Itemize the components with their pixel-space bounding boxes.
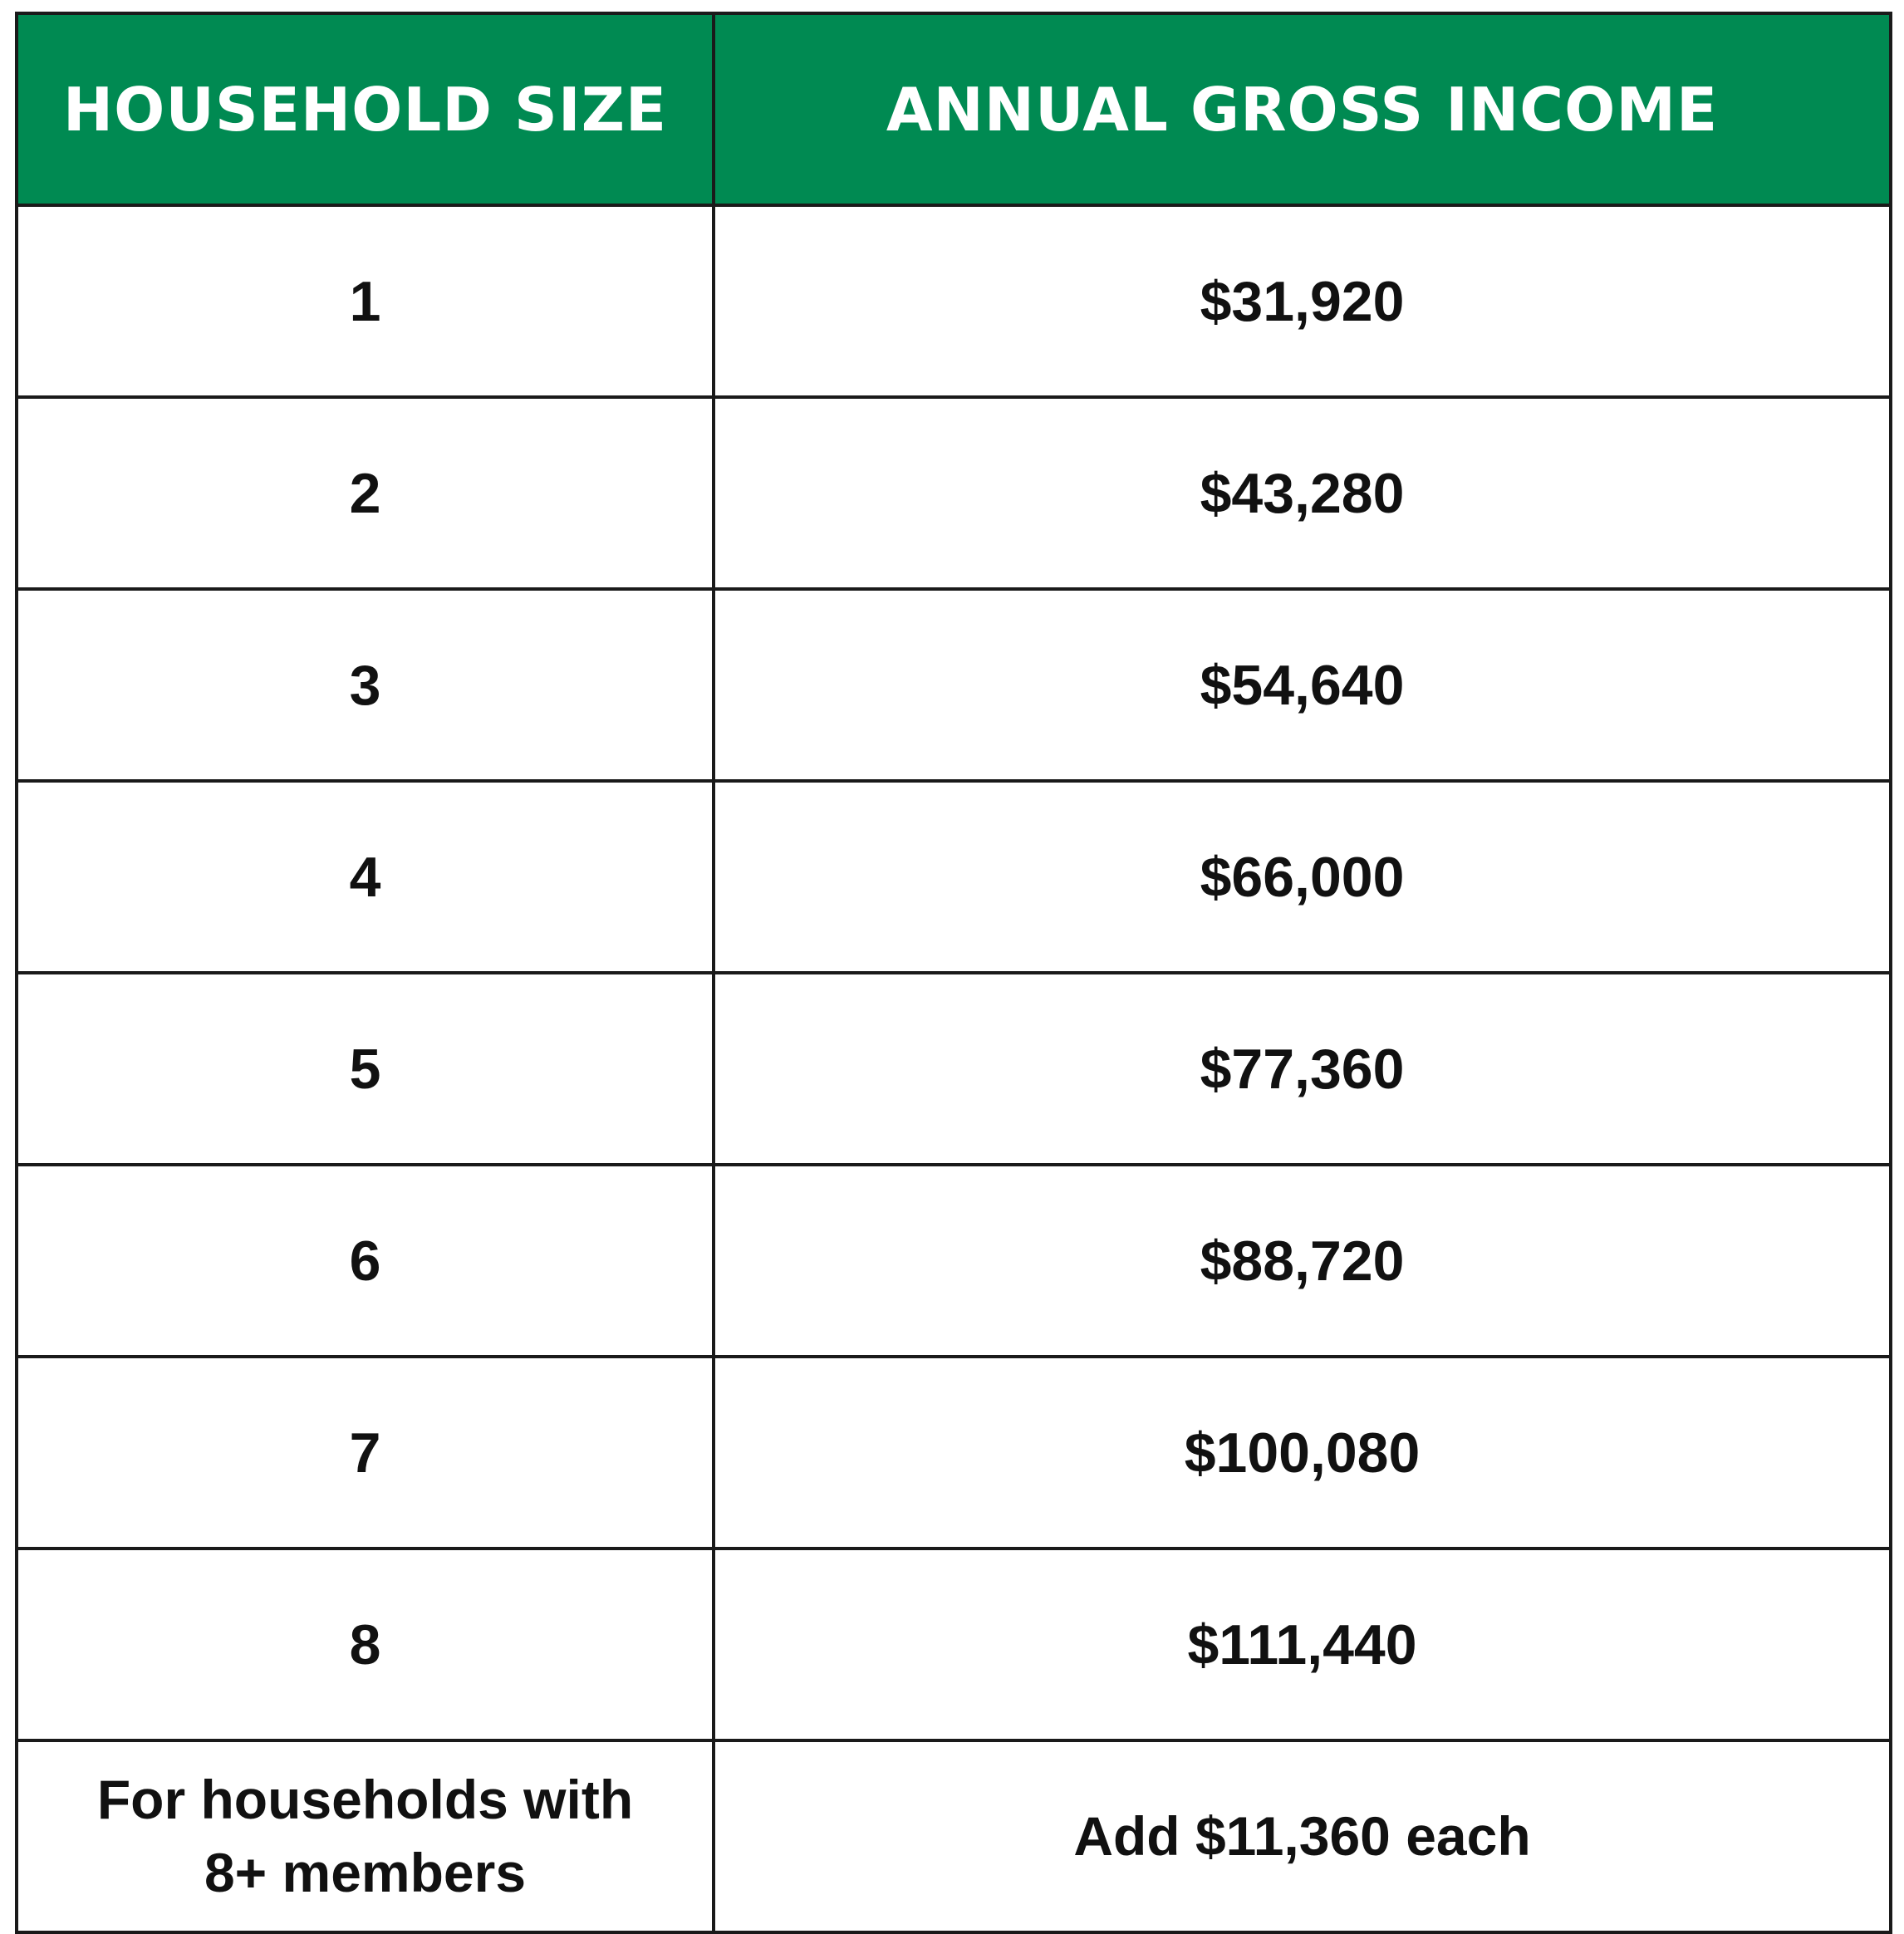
additional-members-label-cell xyxy=(17,1740,714,1932)
income-cell: $77,360 xyxy=(714,973,1891,1165)
household-size-cell: 6 xyxy=(17,1165,714,1357)
income-cell: $31,920 xyxy=(714,205,1891,397)
table-row xyxy=(17,1165,1891,1357)
income-limits-table xyxy=(15,12,1892,1934)
income-cell: $88,720 xyxy=(714,1165,1891,1357)
table-row xyxy=(17,397,1891,589)
header-annual-gross-income: ANNUAL GROSS INCOME xyxy=(714,13,1891,205)
household-size-cell: 2 xyxy=(17,397,714,589)
income-cell: $43,280 xyxy=(714,397,1891,589)
household-size-cell: 3 xyxy=(17,589,714,781)
additional-members-label-line2: 8+ members xyxy=(204,1841,527,1903)
additional-members-row xyxy=(17,1740,1891,1932)
table-row xyxy=(17,1357,1891,1549)
table-row xyxy=(17,973,1891,1165)
table-header xyxy=(17,13,1891,205)
table-row xyxy=(17,205,1891,397)
additional-members-income-cell: Add $11,360 each xyxy=(714,1740,1891,1932)
additional-members-label-line1: For households with xyxy=(96,1769,634,1831)
header-row xyxy=(17,13,1891,205)
household-size-cell: 4 xyxy=(17,781,714,973)
household-size-cell: 7 xyxy=(17,1357,714,1549)
income-cell: $100,080 xyxy=(714,1357,1891,1549)
household-size-cell: 8 xyxy=(17,1549,714,1740)
income-cell: $54,640 xyxy=(714,589,1891,781)
income-cell: $111,440 xyxy=(714,1549,1891,1740)
income-cell: $66,000 xyxy=(714,781,1891,973)
household-size-cell: 5 xyxy=(17,973,714,1165)
table-row xyxy=(17,1549,1891,1740)
table-body xyxy=(17,205,1891,1932)
household-size-cell: 1 xyxy=(17,205,714,397)
table-row xyxy=(17,781,1891,973)
header-household-size: HOUSEHOLD SIZE xyxy=(17,13,714,205)
table-row xyxy=(17,589,1891,781)
